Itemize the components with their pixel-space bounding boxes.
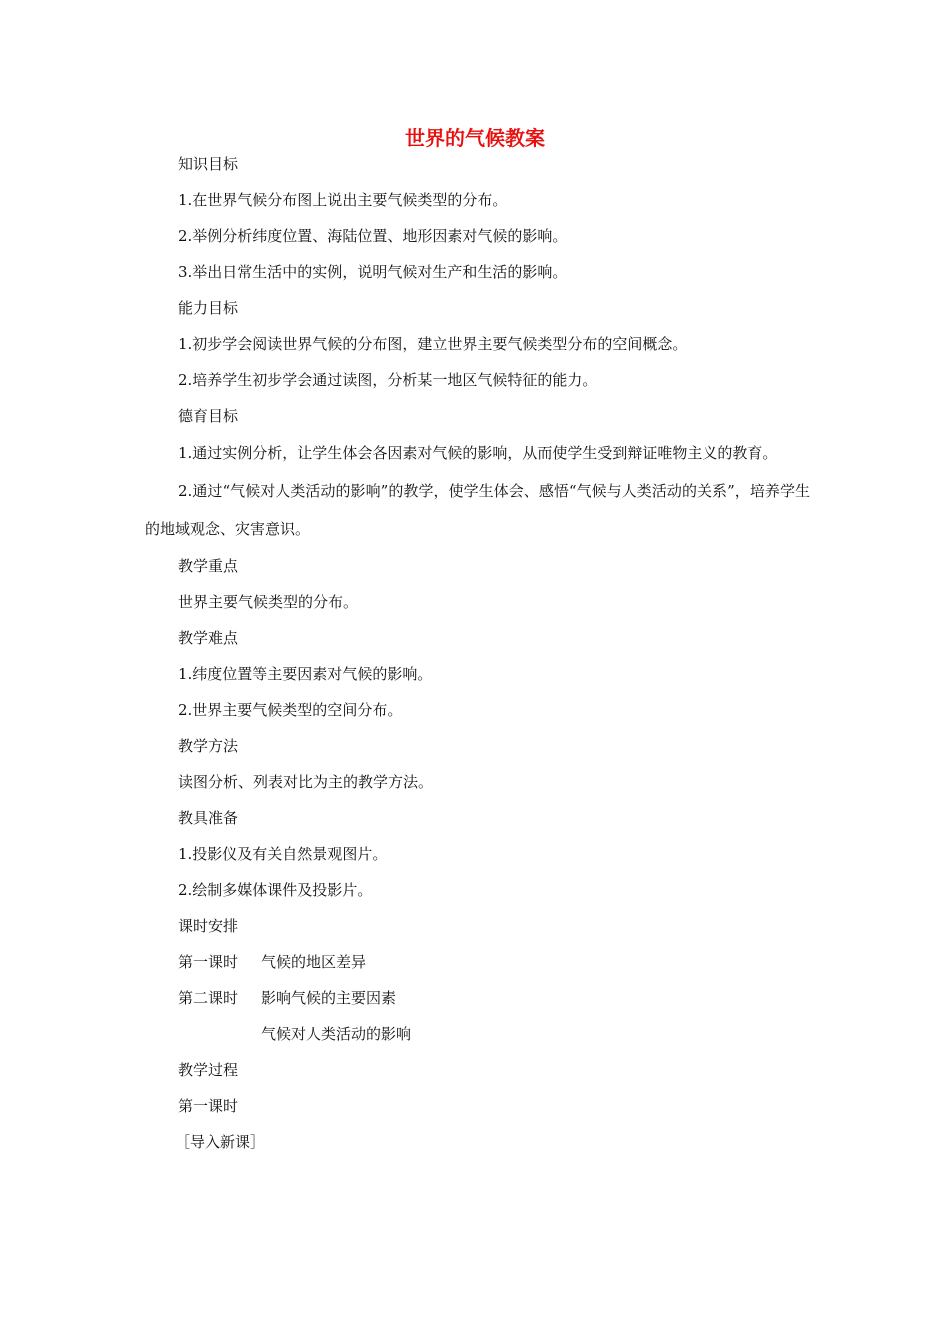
section-heading-moral: 德育目标 — [178, 407, 239, 425]
list-item: 2.世界主要气候类型的空间分布。 — [178, 701, 403, 719]
list-item: 1.通过实例分析，让学生体会各因素对气候的影响，从而使学生受到辩证唯物主义的教育。 — [178, 444, 778, 462]
schedule-label: 第二课时 — [178, 989, 239, 1007]
schedule-row — [145, 1016, 810, 1052]
list-item: 1.在世界气候分布图上说出主要气候类型的分布。 — [178, 191, 508, 209]
schedule-row — [145, 944, 810, 980]
list-item: 2.举例分析纬度位置、海陆位置、地形因素对气候的影响。 — [178, 227, 568, 245]
list-item: 1.初步学会阅读世界气候的分布图，建立世界主要气候类型分布的空间概念。 — [178, 335, 688, 353]
list-item: 2.绘制多媒体课件及投影片。 — [178, 881, 373, 899]
document-body — [145, 146, 810, 1160]
intro-label: ［导入新课］ — [175, 1133, 266, 1151]
section-heading-focus: 教学重点 — [178, 557, 239, 575]
schedule-label: 第一课时 — [178, 953, 239, 971]
section-heading-ability: 能力目标 — [178, 299, 239, 317]
schedule-content: 气候对人类活动的影响 — [261, 1025, 412, 1043]
schedule-row — [145, 980, 810, 1016]
list-item: 1.投影仪及有关自然景观图片。 — [178, 845, 388, 863]
schedule-content: 影响气候的主要因素 — [261, 989, 397, 1007]
list-item: 1.纬度位置等主要因素对气候的影响。 — [178, 665, 433, 683]
schedule-content: 气候的地区差异 — [261, 953, 367, 971]
document-title: 世界的气候教案 — [405, 126, 545, 150]
list-item: 2.培养学生初步学会通过读图，分析某一地区气候特征的能力。 — [178, 371, 598, 389]
lesson-label: 第一课时 — [178, 1097, 239, 1115]
list-item: 2.通过“气候对人类活动的影响”的教学，使学生体会、感悟“气候与人类活动的关系”，培养学生的地域观念、灾害意识。 — [145, 482, 810, 538]
schedule-label — [145, 1016, 228, 1052]
section-heading-process: 教学过程 — [178, 1061, 239, 1079]
list-item: 世界主要气候类型的分布。 — [178, 593, 359, 611]
section-heading-method: 教学方法 — [178, 737, 239, 755]
section-heading-schedule: 课时安排 — [178, 917, 239, 935]
section-heading-difficulty: 教学难点 — [178, 629, 239, 647]
list-item: 3.举出日常生活中的实例，说明气候对生产和生活的影响。 — [178, 263, 568, 281]
section-heading-knowledge: 知识目标 — [178, 155, 239, 173]
section-heading-tools: 教具准备 — [178, 809, 239, 827]
list-item: 读图分析、列表对比为主的教学方法。 — [178, 773, 434, 791]
